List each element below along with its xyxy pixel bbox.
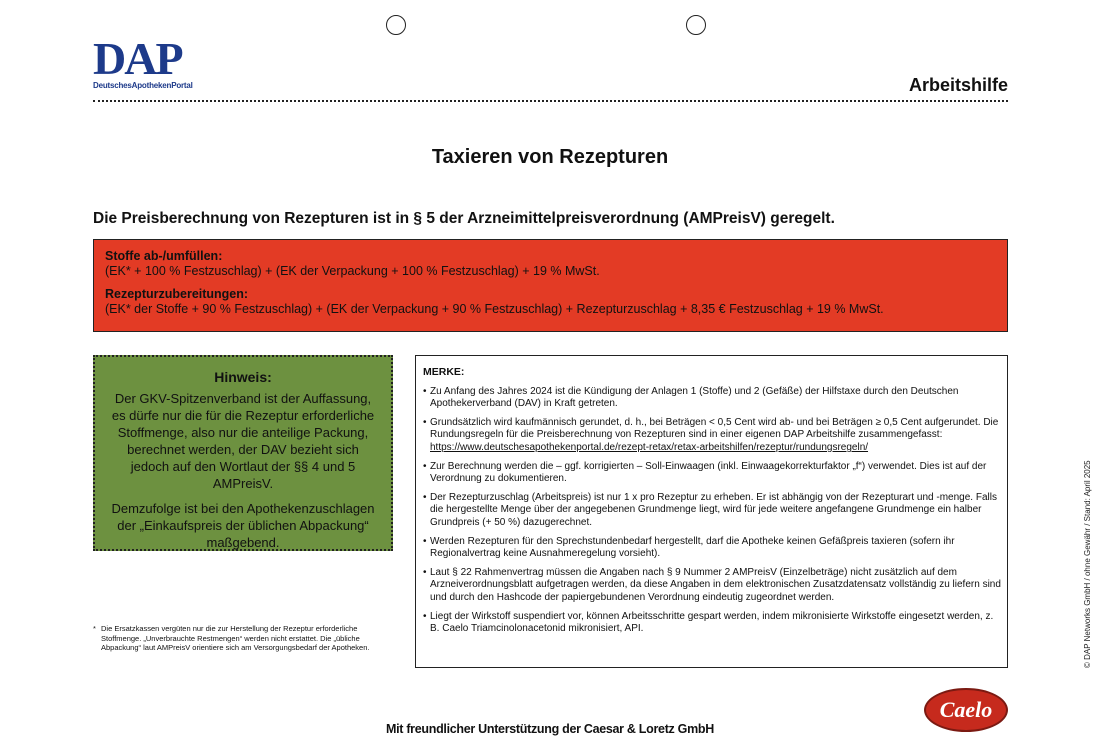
footnote-marker: * xyxy=(93,624,96,633)
note-paragraph-2: Demzufolge ist bei den Apothekenzuschlagen der „Einkaufspreis der üblichen Abpackung“ maßgebend. xyxy=(111,501,375,550)
bullet-icon: • xyxy=(423,610,427,622)
footnote xyxy=(93,624,393,653)
list-item xyxy=(423,386,1001,411)
prep-formula: (EK* der Stoffe + 90 % Festzuschlag) + (EK der Verpackung + 90 % Festzuschlag) + Rezepturzuschlag + 8,35 € Festzuschlag + 19 % MwSt. xyxy=(105,302,884,316)
punch-hole-right xyxy=(686,15,706,35)
punch-hole-left xyxy=(386,15,406,35)
footnote-text: Die Ersatzkassen vergüten nur die zur Herstellung der Rezeptur erforderliche Stoffmenge. „Unverbrauchte Restmengen“ werden nicht erstattet. Die „übliche Abpackung“ laut AMPreisV orientiere sich am Versorgungsbedarf der Apotheken. xyxy=(101,624,370,652)
list-item xyxy=(423,461,1001,486)
fill-heading: Stoffe ab-/umfüllen: xyxy=(105,249,223,263)
prep-heading: Rezepturzubereitungen: xyxy=(105,287,249,301)
dap-logo xyxy=(93,33,193,90)
merke-item-text: Der Rezepturzuschlag (Arbeitspreis) ist nur 1 x pro Rezeptur zu erheben. Er ist abhängig von der Rezepturart und -menge. Falls die hergestellte Menge über der angegebenen Grundmenge liegt, wird für jede weitere angefangene Grundmenge ein halber Grundpreis (+ 50 %) dazugerechnet. xyxy=(430,491,997,528)
logo-mark: DAP xyxy=(93,33,182,84)
list-item xyxy=(423,417,1001,455)
bullet-icon: • xyxy=(423,460,427,472)
rounding-rules-link[interactable]: https://www.deutschesapothekenportal.de/rezept-retax/retax-arbeitshilfen/rezeptur/rundungsregeln/ xyxy=(430,441,869,453)
merke-item-text: Grundsätzlich wird kaufmännisch gerundet, d. h., bei Beträgen < 0,5 Cent wird ab- und bei Beträgen ≥ 0,5 Cent aufgerundet. Die Rundungsregeln für die Preisberechnung von Rezepturen sind in einer eigenen DAP Arbeitshilfe zusammengefasst: xyxy=(430,416,999,441)
merke-item-text: Werden Rezepturen für den Sprechstundenbedarf hergestellt, darf die Apotheke keinen Gefäßpreis taxieren (sofern ihr Regionalvertrag keine Ausnahmeregelung vorsieht). xyxy=(430,535,955,560)
copyright-note: © DAP Networks GmbH / ohne Gewähr / Stand: April 2025 xyxy=(1083,460,1092,668)
bullet-icon: • xyxy=(423,566,427,578)
bullet-icon: • xyxy=(423,416,427,428)
note-box xyxy=(93,355,393,551)
fill-formula: (EK* + 100 % Festzuschlag) + (EK der Verpackung + 100 % Festzuschlag) + 19 % MwSt. xyxy=(105,264,600,278)
list-item xyxy=(423,567,1001,605)
pricing-box xyxy=(93,239,1008,332)
document-type: Arbeitshilfe xyxy=(908,75,1008,95)
list-item xyxy=(423,492,1001,530)
intro-text: Die Preisberechnung von Rezepturen ist in § 5 der Arzneimittelpreisverordnung (AMPreisV) geregelt. xyxy=(93,210,835,227)
merke-item-text: Zu Anfang des Jahres 2024 ist die Kündigung der Anlagen 1 (Stoffe) und 2 (Gefäße) der Hilfstaxe durch den Deutschen Apothekerverband (DAV) in Kraft getreten. xyxy=(430,385,959,410)
logo-subtitle: DeutschesApothekenPortal xyxy=(93,81,193,90)
merke-heading: MERKE: xyxy=(423,366,465,378)
bullet-icon: • xyxy=(423,385,427,397)
merke-item-text: Liegt der Wirkstoff suspendiert vor, können Arbeitsschritte gespart werden, indem mikronisierte Wirkstoffe eingesetzt werden, z. B. Caelo Triamcinolonacetonid mikronisiert, API. xyxy=(430,610,994,635)
list-item xyxy=(423,536,1001,561)
page-title: Taxieren von Rezepturen xyxy=(431,146,669,168)
caelo-logo-text: Caelo xyxy=(939,697,993,722)
list-item xyxy=(423,611,1001,636)
caelo-logo xyxy=(924,688,1008,732)
merke-item-text: Laut § 22 Rahmenvertrag müssen die Angaben nach § 9 Nummer 2 AMPreisV (Einzelbeträge) nicht zusätzlich auf dem Arzneiverordnungsblatt aufgetragen werden, da diese Angaben in dem elektronischen Zusatzdatensatz vollständig zu liefern sind und durch den Hashcode der papiergebundenen Verordnung eindeutig zugeordnet werden. xyxy=(430,566,1001,603)
merke-box xyxy=(415,355,1008,668)
note-heading: Hinweis: xyxy=(214,369,272,385)
header-divider xyxy=(93,100,1008,102)
merke-item-text: Zur Berechnung werden die – ggf. korrigierten – Soll-Einwaagen (inkl. Einwaagekorrekturfaktor „f“) verwendet. Dies ist auf der Verordnung zu dokumentieren. xyxy=(430,460,987,485)
note-paragraph-1: Der GKV-Spitzenverband ist der Auffassung, es dürfe nur die für die Rezeptur erforderliche Stoffmenge, also nur die anteilige Packung, berechnet werden, der DAV bezieht sich jedoch auf den Wortlaut der §§ 4 und 5 AMPreisV. xyxy=(111,391,375,491)
sponsor-line: Mit freundlicher Unterstützung der Caesar & Loretz GmbH xyxy=(386,722,714,736)
bullet-icon: • xyxy=(423,491,427,503)
bullet-icon: • xyxy=(423,535,427,547)
